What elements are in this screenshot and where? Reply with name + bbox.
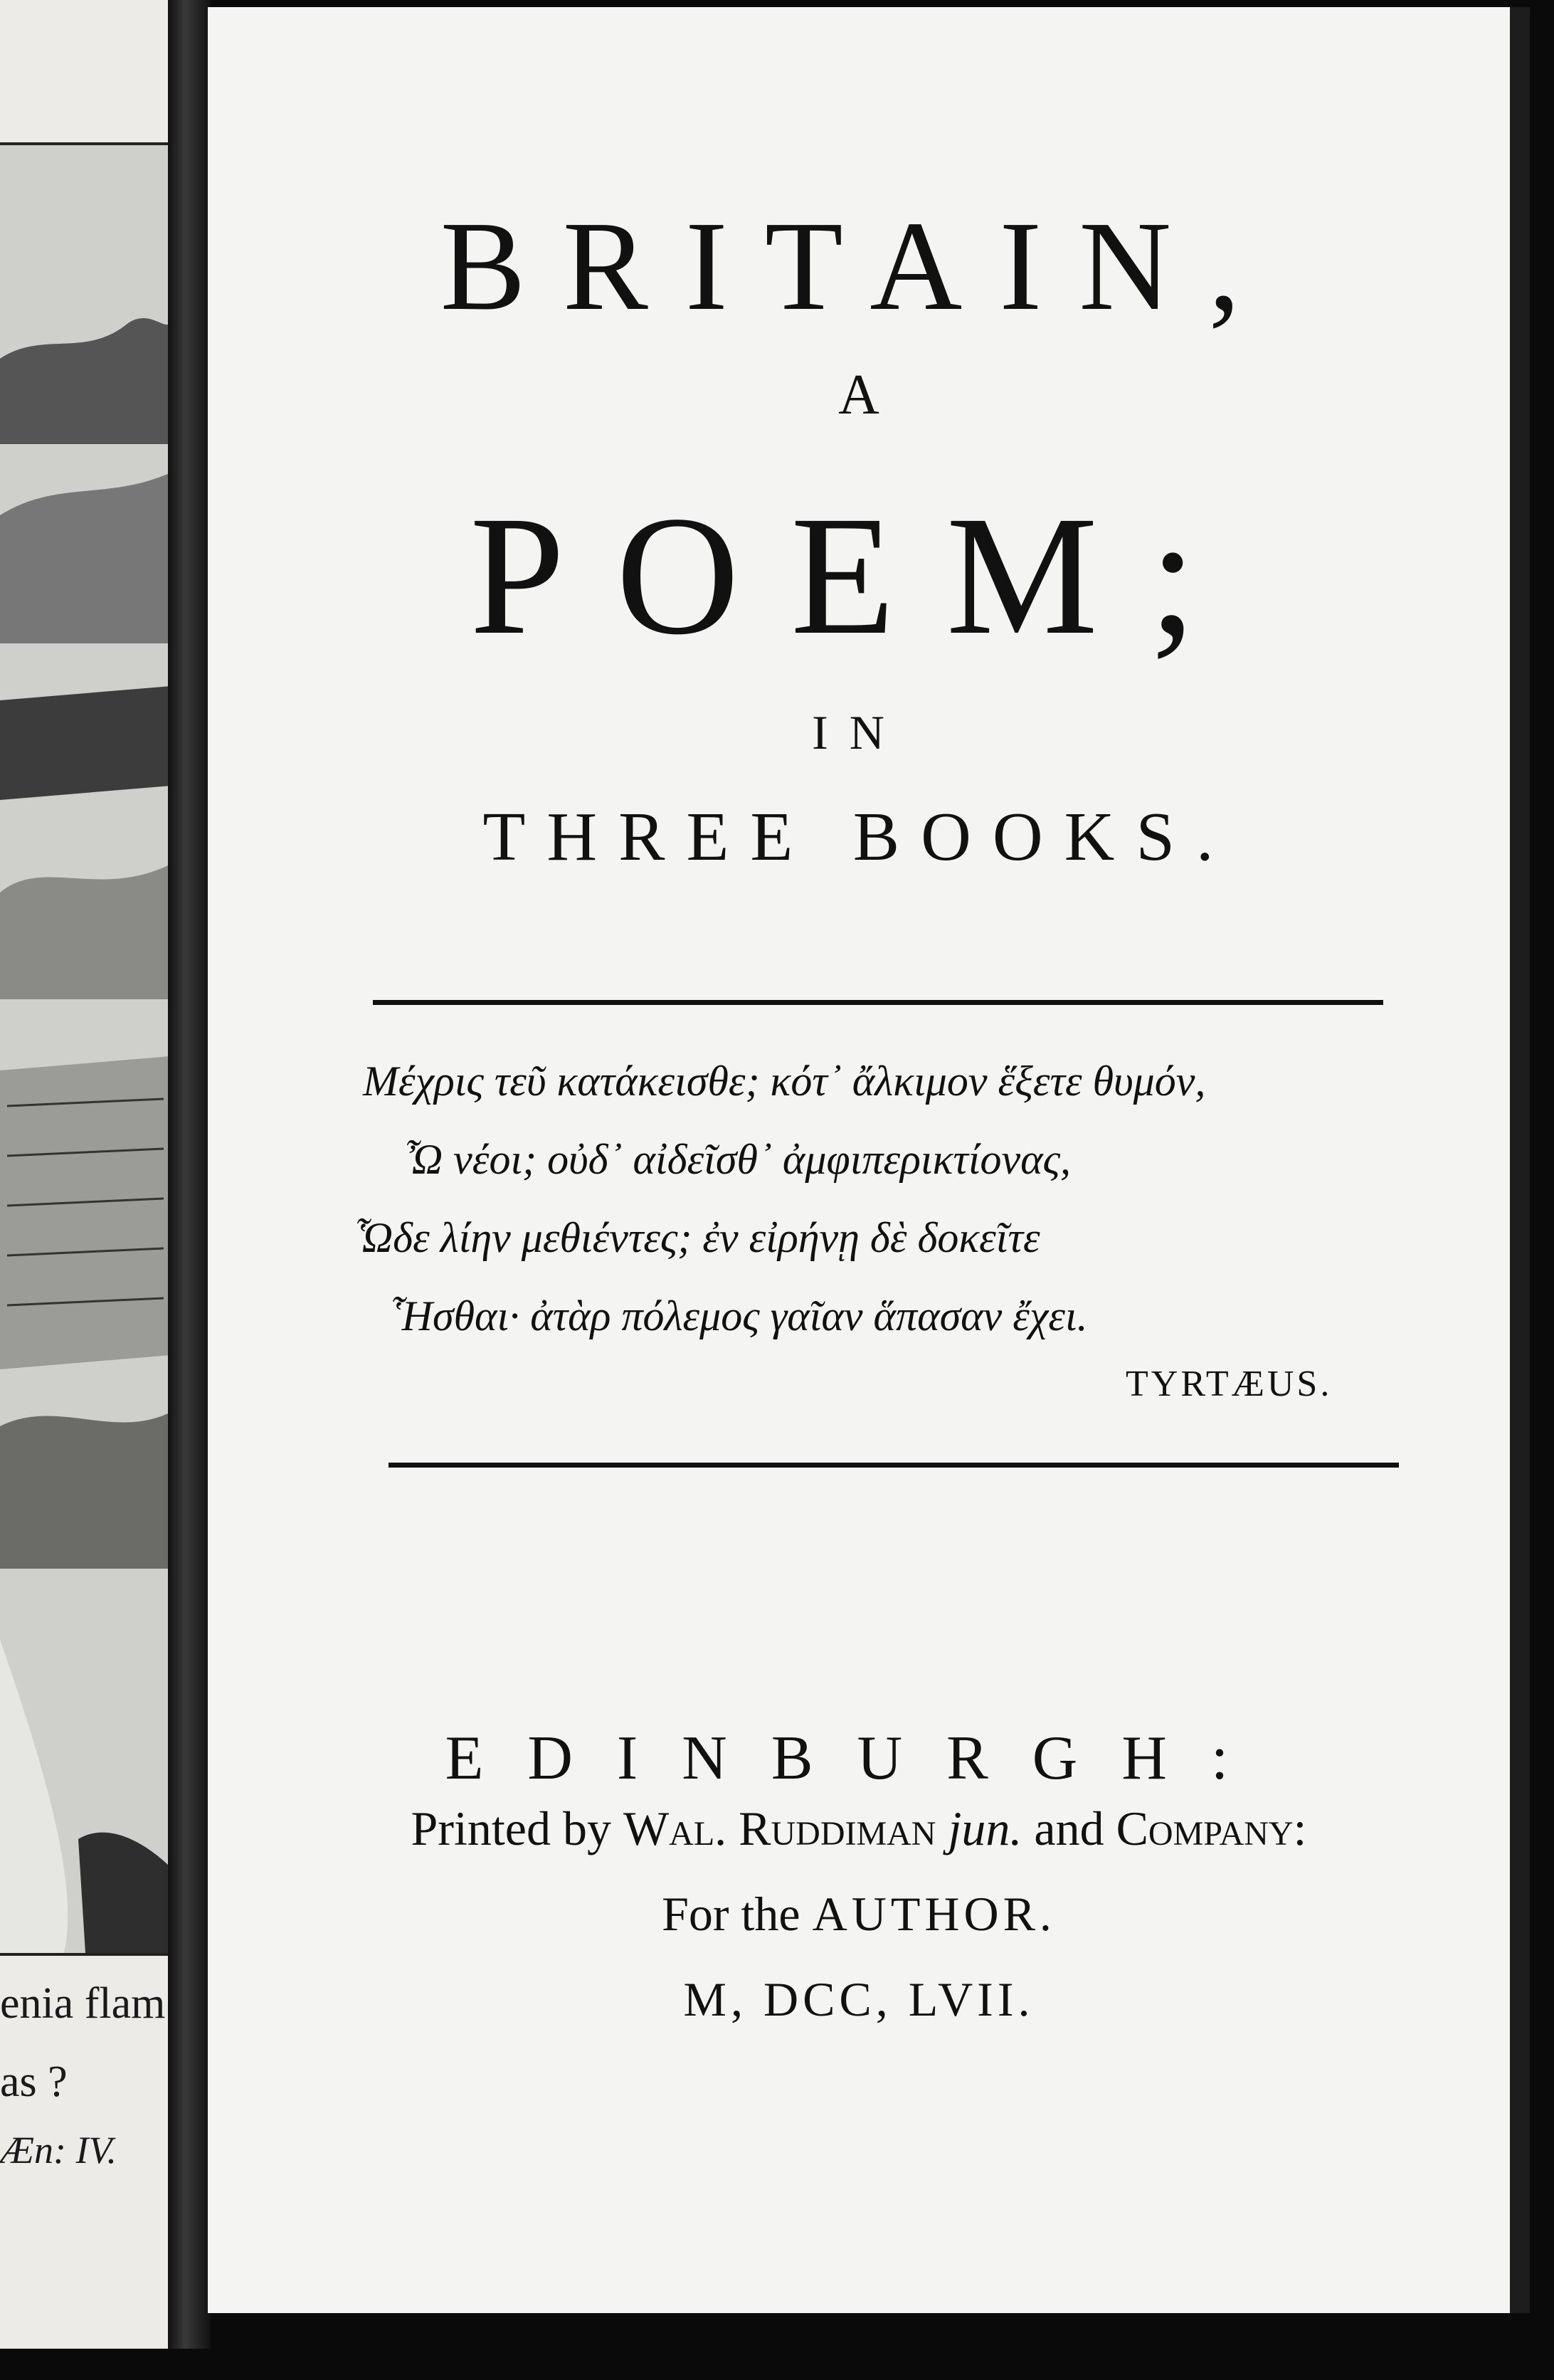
epigraph-line-1: Μέχρις τεῦ κατάκεισθε; κότ᾽ ἄλκιμον ἕξετε θυμόν, (363, 1058, 1206, 1105)
frontispiece-caption-line-1: enia flam (0, 1979, 166, 2028)
printer-company: Company: (1116, 1801, 1307, 1855)
epigraph-line-4: Ἧσθαι· ἀτὰρ πόλεμος γαῖαν ἅπασαν ἔχει. (391, 1292, 1088, 1339)
top-divider-rule (373, 1000, 1383, 1005)
title-britain: BRITAIN, (440, 195, 1278, 337)
left-facing-page (0, 0, 186, 2349)
bottom-divider-rule (388, 1463, 1399, 1468)
epigraph-line-3: Ὧδε λίην μεθιέντες; ἐν εἰρήνῃ δὲ δοκεῖτε (356, 1214, 1040, 1261)
subtitle-in: IN (812, 705, 906, 759)
frontispiece-caption-line-3: Æn: IV. (0, 2129, 117, 2171)
epigraph-author: TYRTÆUS. (1126, 1364, 1333, 1404)
imprint-city: EDINBURGH: (445, 1724, 1273, 1793)
subtitle-three-books: THREE BOOKS. (482, 799, 1235, 875)
title-a: A (838, 364, 879, 426)
for-author: AUTHOR. (812, 1887, 1056, 1941)
imprint-for-line (208, 1886, 1510, 1942)
frontispiece-caption-line-2: as ? (0, 2058, 68, 2106)
printer-name: Wal. Ruddiman (623, 1801, 936, 1855)
title-page (208, 7, 1530, 2313)
book-gutter (168, 0, 211, 2349)
printer-prefix: Printed by (411, 1801, 611, 1855)
title-poem: POEM; (470, 480, 1248, 670)
imprint-date: M, DCC, LVII. (683, 1972, 1035, 2026)
printer-and: and (1034, 1801, 1104, 1855)
imprint-printer-line (208, 1801, 1510, 1857)
engraving-image (0, 145, 171, 1953)
for-prefix: For the (662, 1887, 800, 1941)
epigraph-line-2: Ὦ νέοι; οὐδ᾽ αἰδεῖσθ᾽ ἀμφιπερικτίονας, (406, 1136, 1071, 1183)
printer-suffix: jun. (948, 1801, 1022, 1855)
frontispiece-engraving (0, 142, 174, 1956)
